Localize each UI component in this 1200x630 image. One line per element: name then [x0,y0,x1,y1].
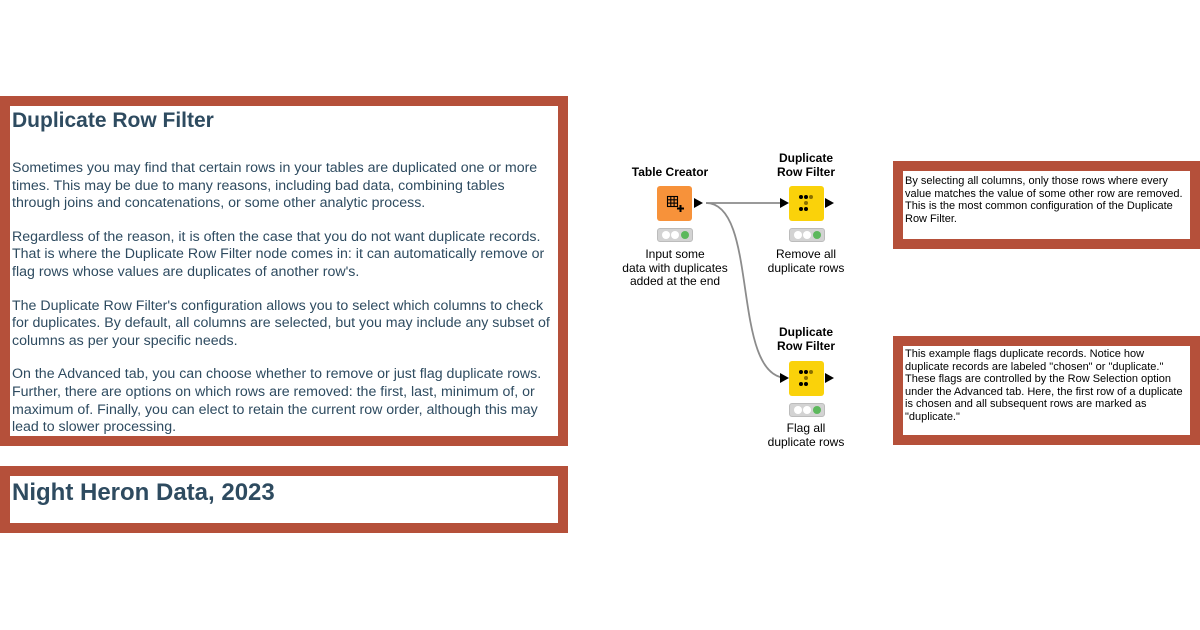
table-creator-node[interactable] [657,186,692,221]
table-creator-description[interactable]: Input some data with duplicates added at the end [622,247,728,288]
description-paragraph-4: On the Advanced tab, you can choose whether to remove or just flag duplicate rows. Further, there are options on which rows are removed: the first, last, minimum of, or maximum of. Finally, you can elect to retain the current row order, although this may lead to slower processing. [12,366,542,436]
status-green-light [813,231,821,239]
dup-flag-input-port[interactable] [780,373,789,383]
branding-title: Night Heron Data, 2023 [12,479,275,506]
note-flag-text: This example flags duplicate records. Notice how duplicate records are labeled "chosen" or "duplicate." These flags are controlled by the Row Selection option under the Advanced tab. Here, the first row of a duplicate is chosen and all subsequent rows are marked as "duplicate." [905,348,1183,423]
table-icon [657,186,692,221]
status-green-light [681,231,689,239]
description-annotation[interactable] [0,96,568,446]
table-creator-status [657,228,693,242]
dup-flag-status [789,403,825,417]
table-creator-output-port[interactable] [694,198,703,208]
dup-flag-node[interactable] [789,361,824,396]
note-remove-text: By selecting all columns, only those rows where every value matches the value of some other row are removed. This is the most common configuration of the Duplicate Row Filter. [905,175,1183,225]
branding-annotation[interactable] [0,466,568,533]
dup-remove-description[interactable]: Remove all duplicate rows [767,247,845,275]
dup-flag-description[interactable]: Flag all duplicate rows [767,421,845,449]
description-paragraph-2: Regardless of the reason, it is often the case that you do not want duplicate records. That is where the Duplicate Row Filter node comes in: it can automatically remove or flag rows whose values are duplicates of another row's. [12,228,545,280]
description-paragraph-1: Sometimes you may find that certain rows in your tables are duplicated one or more times. This may be due to many reasons, including bad data, combining tables through joins and concatenations, or some other analytic process. [12,160,538,212]
description-paragraph-3: The Duplicate Row Filter's configuration allows you to select which columns to check for duplicates. By default, all columns are selected, but you may include any subset of columns as per your specific needs. [12,297,550,349]
dup-remove-output-port[interactable] [825,198,834,208]
note-annotation-flag[interactable] [893,336,1200,445]
dup-flag-output-port[interactable] [825,373,834,383]
duplicate-filter-icon [789,186,824,221]
dup-remove-node[interactable] [789,186,824,221]
table-creator-title: Table Creator [631,165,709,179]
duplicate-filter-icon [789,361,824,396]
dup-remove-input-port[interactable] [780,198,789,208]
description-title: Duplicate Row Filter [12,109,214,132]
status-green-light [813,406,821,414]
dup-remove-title: Duplicate Row Filter [776,151,835,179]
note-annotation-remove[interactable] [893,161,1200,249]
dup-flag-title: Duplicate Row Filter [776,325,835,353]
dup-remove-status [789,228,825,242]
